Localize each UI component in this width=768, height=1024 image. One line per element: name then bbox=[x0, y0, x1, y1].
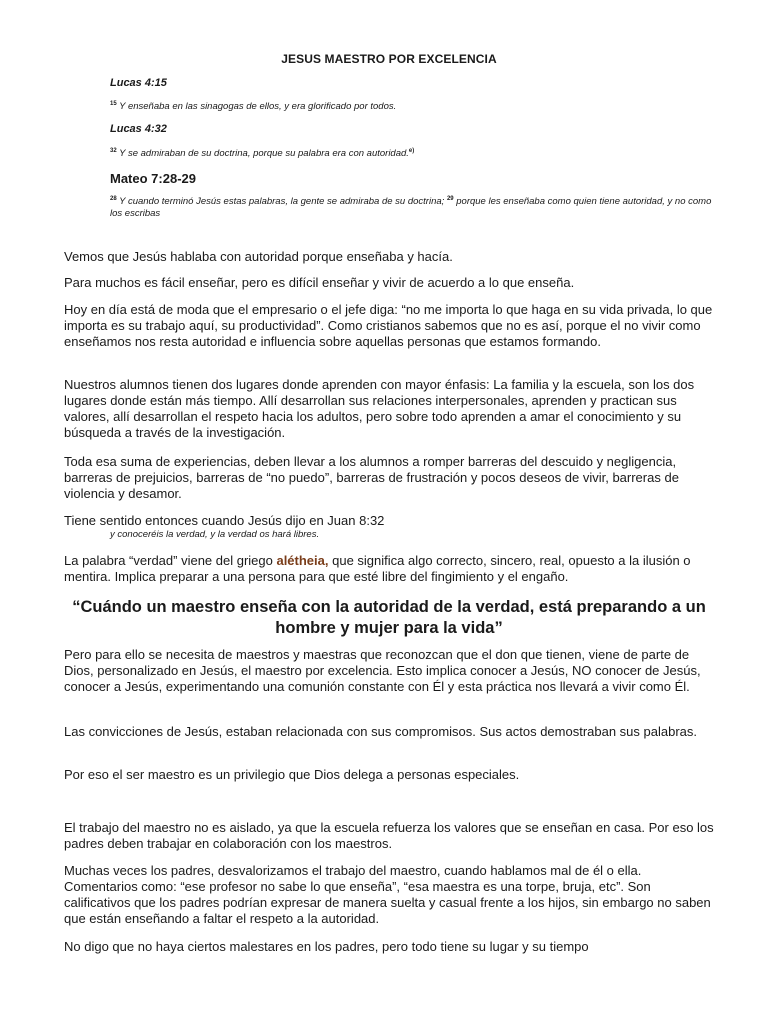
paragraph: Por eso el ser maestro es un privilegio que Dios delega a personas especiales. bbox=[64, 767, 520, 782]
verse-number: 28 bbox=[110, 195, 117, 202]
greek-word: alétheia, bbox=[276, 553, 329, 568]
paragraph: Las convicciones de Jesús, estaban relacionada con sus compromisos. Sus actos demostraban sus palabras. bbox=[64, 724, 698, 739]
paragraph: Tiene sentido entonces cuando Jesús dijo en Juan 8:32 bbox=[64, 513, 385, 528]
paragraph: Hoy en día está de moda que el empresario o el jefe diga: “no me importa lo que haga en su vida privada, lo que importa es su trabajo aquí, su productividad”. Como cristianos sabemos que no es así, porque el no vivir como enseñamos nos resta autoridad e influencia sobre aquellas personas que estamos formando. bbox=[64, 302, 713, 349]
footnote-marker: e) bbox=[408, 147, 415, 154]
verse-text: Y enseñaba en las sinagogas de ellos, y era glorificado por todos. bbox=[116, 101, 397, 112]
paragraph: Toda esa suma de experiencias, deben llevar a los alumnos a romper barreras del descuido y negligencia, barreras de prejuicios, barreras de “no puedo”, barreras de frustración y pocos deseos de vivir, barreras de violencia y desamor. bbox=[64, 454, 679, 501]
document-title: JESUS MAESTRO POR EXCELENCIA bbox=[281, 52, 497, 66]
verse-number: 29 bbox=[446, 195, 454, 202]
verse-luke-4-32 bbox=[110, 123, 710, 135]
verse-luke-4-15 bbox=[110, 77, 710, 89]
paragraph: No digo que no haya ciertos malestares en los padres, pero todo tiene su lugar y su tiempo bbox=[64, 939, 589, 954]
verse-number: 32 bbox=[110, 147, 117, 154]
paragraph: Para muchos es fácil enseñar, pero es difícil enseñar y vivir de acuerdo a lo que enseña. bbox=[64, 275, 575, 290]
verse-text: Y cuando terminó Jesús estas palabras, la gente se admiraba de su doctrina; bbox=[116, 196, 447, 207]
verse-reference: Lucas 4:15 bbox=[110, 77, 167, 89]
verse-matthew-7-28-text bbox=[110, 196, 715, 220]
paragraph: Vemos que Jesús hablaba con autoridad porque enseñaba y hacía. bbox=[64, 249, 453, 264]
verse-luke-4-15-text bbox=[110, 101, 710, 113]
verse-reference: Mateo 7:28-29 bbox=[110, 171, 196, 186]
paragraph: Nuestros alumnos tienen dos lugares donde aprenden con mayor énfasis: La familia y la escuela, son los dos lugares donde están más tiempo. Allí desarrollan sus relaciones interpersonales, aprenden y practican sus valores, allí desarrollan el respeto hacia los adultos, pero sobre todo aprenden a amar el conocimiento y su búsqueda a través de la investigación. bbox=[64, 377, 695, 440]
verse-number: 15 bbox=[110, 100, 117, 107]
verse-reference: Lucas 4:32 bbox=[110, 123, 167, 135]
paragraph: Muchas veces los padres, desvalorizamos el trabajo del maestro, cuando hablamos mal de él o ella. Comentarios como: “ese profesor no sabe lo que enseña”, “esa maestra es una torpe, bruja, etc”. Son calificativos que los padres podrían expresar de manera suelta y casual frente a los hijos, sin embargo no saben que están enseñando a faltar el respeto a la autoridad. bbox=[64, 863, 711, 926]
scripture-quote: y conoceréis la verdad, y la verdad os hará libres. bbox=[110, 529, 320, 540]
verse-text: Y se admiraban de su doctrina, porque su palabra era con autoridad. bbox=[116, 148, 409, 159]
verse-luke-4-32-text bbox=[110, 148, 710, 160]
highlight-quote: “Cuándo un maestro enseña con la autoridad de la verdad, está preparando a un hombre y mujer para la vida” bbox=[72, 598, 706, 637]
paragraph: El trabajo del maestro no es aislado, ya que la escuela refuerza los valores que se enseñan en casa. Por eso los padres deben trabajar en colaboración con los maestros. bbox=[64, 820, 714, 851]
verse-text: porque les enseñaba como quien tiene autoridad, y no como los escribas bbox=[110, 196, 712, 219]
verse-matthew-7-28 bbox=[110, 171, 710, 186]
paragraph: Pero para ello se necesita de maestros y maestras que reconozcan que el don que tienen, viene de parte de Dios, personalizado en Jesús, el maestro por excelencia. Esto implica conocer a Jesús, NO conocer de Jesús, conocer a Jesús, experimentando una comunión constante con Él y esta práctica nos llevará a vivir como Él. bbox=[64, 647, 701, 694]
paragraph: La palabra “verdad” viene del griego alétheia, que significa algo correcto, sincero, real, opuesto a la ilusión o mentira. Implica preparar a una persona para que esté libre del fingimiento y el engaño. bbox=[64, 553, 691, 584]
